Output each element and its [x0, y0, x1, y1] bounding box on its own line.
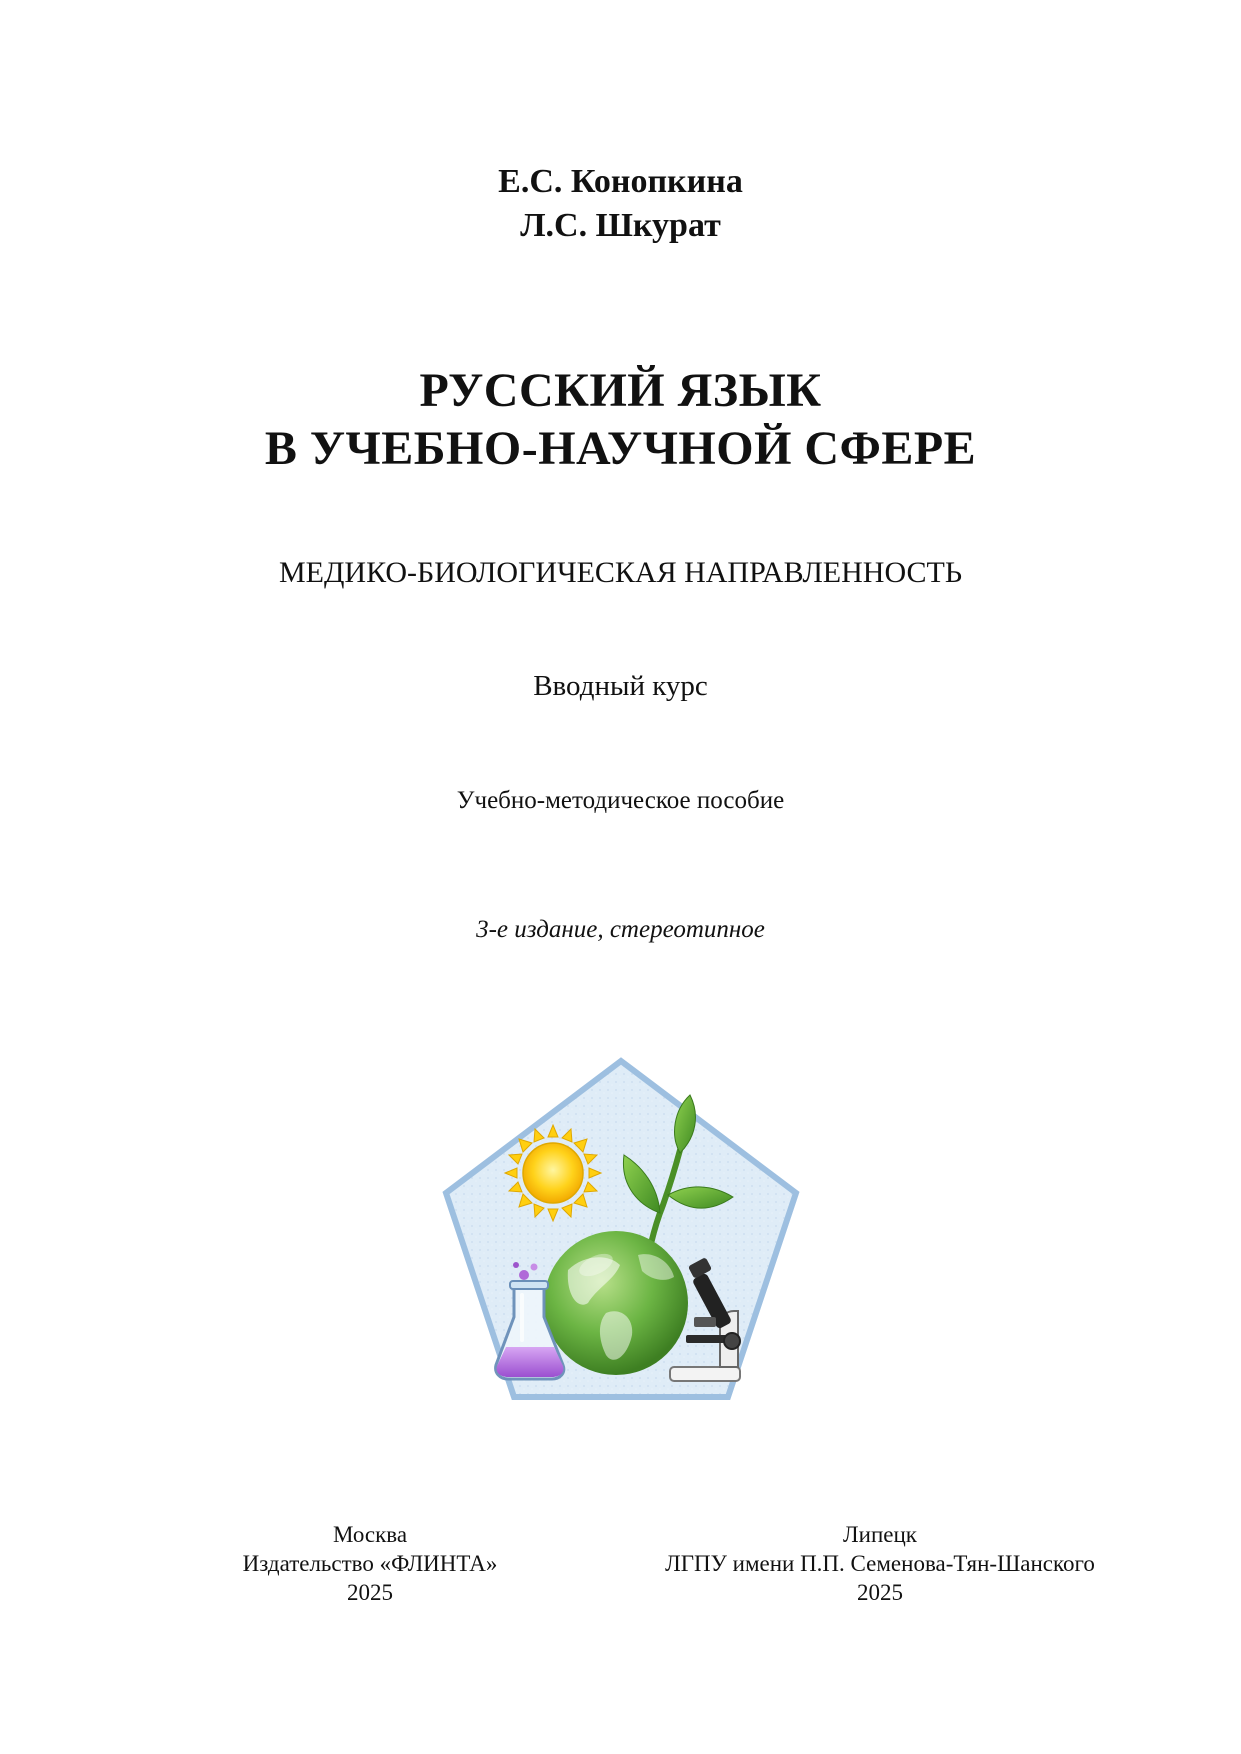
book-subtitle: МЕДИКО-БИОЛОГИЧЕСКАЯ НАПРАВЛЕННОСТЬ — [278, 556, 963, 589]
imprint-left-publisher: Издательство «ФЛИНТА» — [242, 1551, 498, 1576]
edition-note: 3-е издание, стереотипное — [476, 916, 765, 943]
imprint-lipetsk — [640, 1520, 1120, 1607]
book-title — [0, 362, 1241, 478]
author-2: Л.С. Шкурат — [520, 207, 721, 244]
globe-icon — [544, 1231, 688, 1375]
publisher-logo — [438, 1055, 804, 1405]
authors — [0, 160, 1241, 248]
imprint-left-year: 2025 — [347, 1580, 393, 1605]
book-title-line-2: В УЧЕБНО-НАУЧНОЙ СФЕРЕ — [264, 422, 977, 475]
book-title-line-1: РУССКИЙ ЯЗЫК — [419, 364, 822, 417]
imprint-right-publisher: ЛГПУ имени П.П. Семенова-Тян-Шанского — [665, 1551, 1095, 1576]
imprint-moscow — [190, 1520, 550, 1607]
imprint-right-year: 2025 — [857, 1580, 903, 1605]
course-name: Вводный курс — [533, 670, 708, 702]
imprint-right-city: Липецк — [843, 1522, 917, 1547]
publication-type: Учебно-методическое пособие — [456, 787, 785, 814]
author-1: Е.С. Конопкина — [498, 163, 743, 200]
imprint-left-city: Москва — [332, 1522, 408, 1547]
